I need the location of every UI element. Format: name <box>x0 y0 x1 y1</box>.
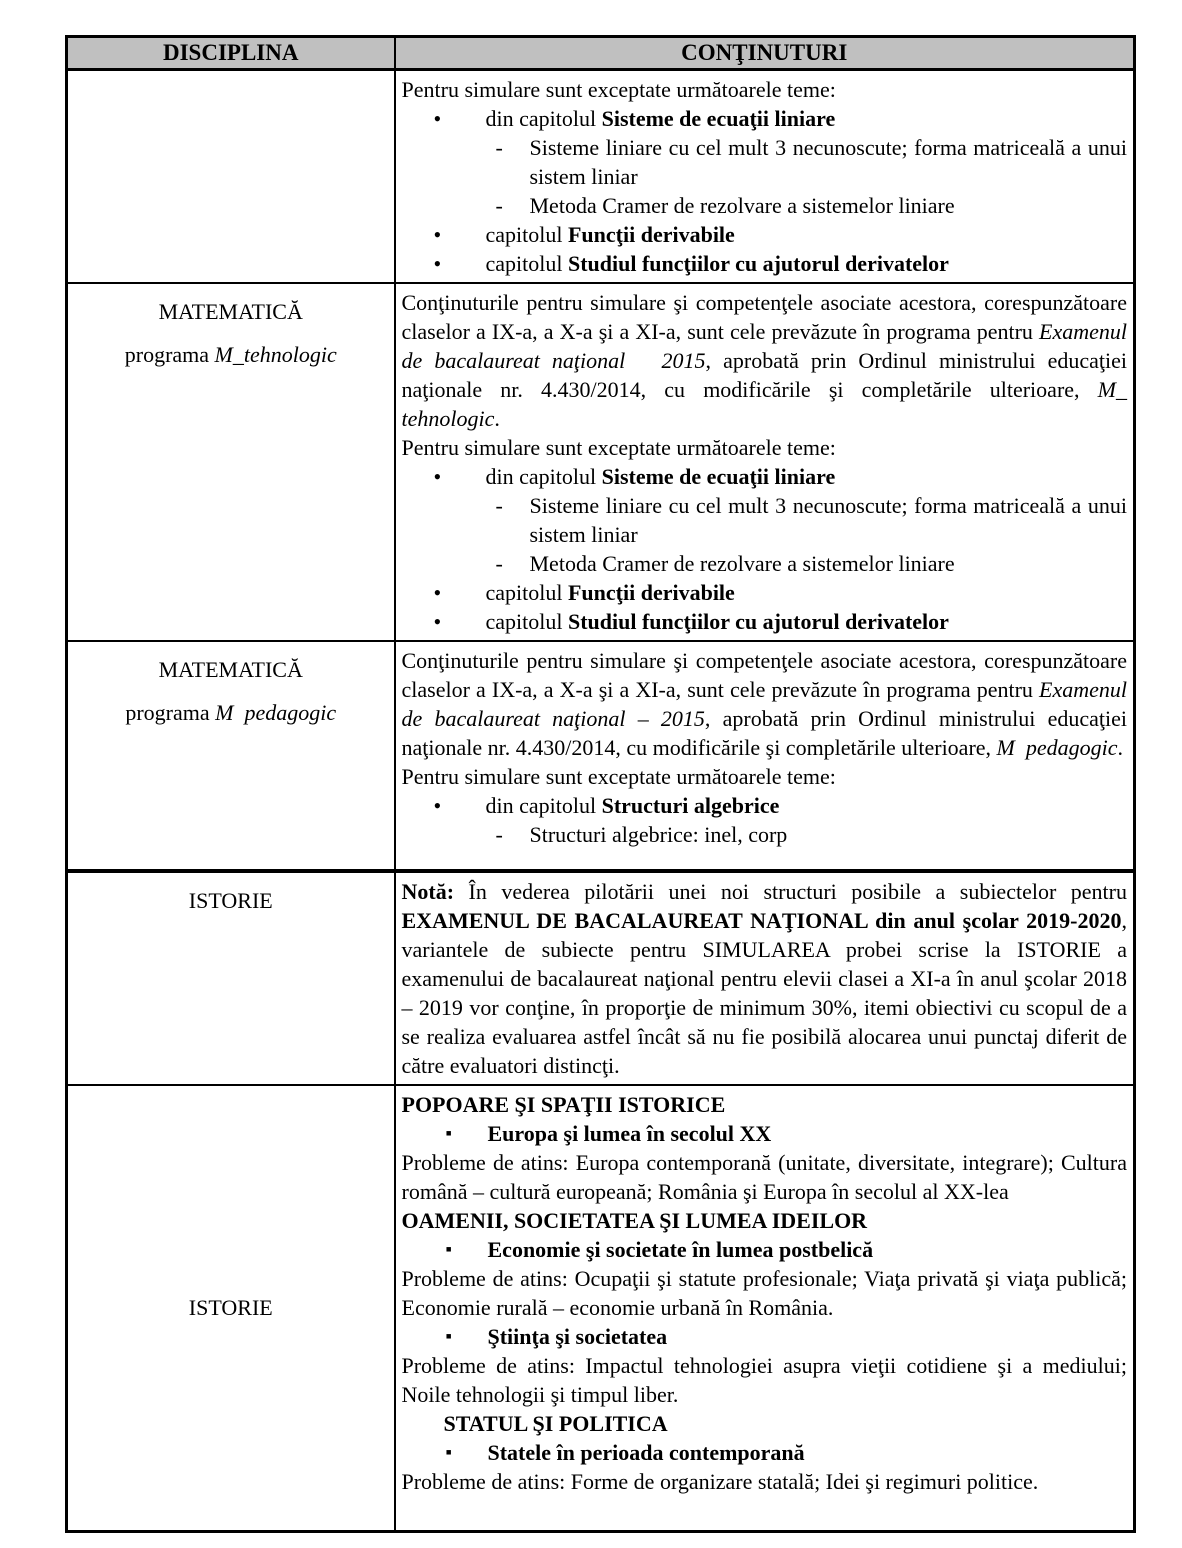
row-istorie-nota <box>67 871 1135 1085</box>
item-prefix: capitolul <box>485 580 568 605</box>
list-item-text <box>486 462 1128 491</box>
discipline-cell-matematica-tehnologic <box>67 283 395 641</box>
discipline-program <box>68 340 394 369</box>
topic-details: Probleme de atins: Impactul tehnologiei asupra vieţii cotidiene şi a mediului; Noile tehnologii şi timpul liber. <box>401 1353 1127 1407</box>
discipline-name: ISTORIE <box>188 888 273 913</box>
content-cell-istorie-teme <box>395 1085 1135 1531</box>
content-table <box>65 35 1136 1533</box>
table-header-row <box>67 37 1135 70</box>
chapter-name: Studiul funcţiilor cu ajutorul derivatelor <box>567 251 949 276</box>
topic-item <box>402 1119 1128 1148</box>
square-bullet-icon: ▪ <box>445 1239 452 1259</box>
program-prefix: programa <box>125 700 216 725</box>
round-bullet-icon: • <box>433 609 442 634</box>
content-paragraph <box>402 288 1128 433</box>
topic-title: Europa şi lumea în secolul XX <box>487 1121 772 1146</box>
square-bullet-icon: ▪ <box>445 1123 452 1143</box>
list-item <box>402 249 1128 278</box>
discipline-program <box>68 698 394 727</box>
content-paragraph <box>402 646 1128 762</box>
exceptions-intro: Pentru simulare sunt exceptate următoarele teme: <box>401 435 836 460</box>
list-item <box>402 462 1128 491</box>
round-bullet-icon: • <box>433 222 442 247</box>
topic-title: Statele în perioada contemporană <box>487 1440 805 1465</box>
discipline-cell-matematica-pedagogic <box>67 641 395 871</box>
row-exceptions <box>67 70 1135 284</box>
row-matematica-pedagogic <box>67 641 1135 871</box>
header-cell-continuturi: CONŢINUTURI <box>395 37 1135 70</box>
row-matematica-tehnologic <box>67 283 1135 641</box>
item-prefix: capitolul <box>485 222 568 247</box>
list-subitem <box>402 820 1128 849</box>
paragraph-run: , aprobată prin Ordinul ministrului educaţiei naţionale nr. 4.430/2014, cu modificările şi completările ulterioare, <box>401 706 1127 760</box>
round-bullet-icon: • <box>433 580 442 605</box>
section-heading: POPOARE ŞI SPAŢII ISTORICE <box>401 1092 726 1117</box>
square-bullet-icon: ▪ <box>445 1326 452 1346</box>
program-name: M pedagogic <box>996 735 1118 760</box>
dash-bullet-icon: - <box>495 193 503 218</box>
exam-name: Examenul de bacalaureat naţional – 2015 <box>401 677 1127 731</box>
section-heading: OAMENII, SOCIETATEA ŞI LUMEA IDEILOR <box>401 1208 868 1233</box>
program-name: M_tehnologic <box>214 342 337 367</box>
discipline-cell-istorie <box>67 871 395 1085</box>
discipline-name: MATEMATICĂ <box>158 299 303 324</box>
chapter-name: Funcţii derivabile <box>567 580 735 605</box>
row-istorie-teme <box>67 1085 1135 1531</box>
topic-title: Economie şi societate în lumea postbelică <box>487 1237 874 1262</box>
topic-details: Probleme de atins: Forme de organizare statală; Idei şi regimuri politice. <box>401 1469 1039 1494</box>
list-subitem <box>402 191 1128 220</box>
nota-label: Notă: <box>401 879 455 904</box>
exam-name: Examenul de bacalaureat naţional 2015 <box>401 319 1127 373</box>
subitem-text: Structuri algebrice: inel, corp <box>529 822 788 847</box>
list-item <box>402 607 1128 636</box>
chapter-name: Structuri algebrice <box>601 793 780 818</box>
list-item-text <box>486 104 1128 133</box>
round-bullet-icon: • <box>433 464 442 489</box>
exceptions-intro: Pentru simulare sunt exceptate următoarele teme: <box>401 77 836 102</box>
topic-item <box>402 1438 1128 1467</box>
item-prefix: din capitolul <box>485 106 602 131</box>
list-item-text <box>486 220 1128 249</box>
exceptions-intro: Pentru simulare sunt exceptate următoarele teme: <box>401 764 836 789</box>
subitem-text: Sisteme liniare cu cel mult 3 necunoscute; forma matriceală a unui sistem liniar <box>529 135 1127 189</box>
header-cell-disciplina: DISCIPLINA <box>67 37 395 70</box>
chapter-name: Sisteme de ecuaţii liniare <box>601 106 836 131</box>
list-item-text <box>486 578 1128 607</box>
paragraph-run: , aprobată prin Ordinul ministrului educaţiei naţionale nr. 4.430/2014, cu modificările şi completările ulterioare, <box>401 348 1127 402</box>
list-subitem <box>402 549 1128 578</box>
item-prefix: din capitolul <box>485 464 602 489</box>
list-item <box>402 220 1128 249</box>
content-cell-matematica-tehnologic <box>395 283 1135 641</box>
list-subitem <box>402 133 1128 191</box>
round-bullet-icon: • <box>433 251 442 276</box>
dash-bullet-icon: - <box>495 551 503 576</box>
chapter-name: Studiul funcţiilor cu ajutorul derivatelor <box>567 609 949 634</box>
subitem-text: Sisteme liniare cu cel mult 3 necunoscute; forma matriceală a unui sistem liniar <box>529 493 1127 547</box>
program-prefix: programa <box>124 342 215 367</box>
paragraph-run: Conţinuturile pentru simulare şi competenţele asociate acestora, corespunzătoare claselor a IX-a, a X-a şi a XI-a, sunt cele prevăzute în programa pentru <box>401 648 1127 702</box>
topic-item <box>402 1235 1128 1264</box>
nota-paragraph <box>402 877 1128 1080</box>
paragraph-run: Conţinuturile pentru simulare şi competenţele asociate acestora, corespunzătoare claselor a IX-a, a X-a şi a XI-a, sunt cele prevăzute în programa pentru <box>401 290 1127 344</box>
round-bullet-icon: • <box>433 793 442 818</box>
dash-bullet-icon: - <box>495 135 503 160</box>
topic-details: Probleme de atins: Europa contemporană (unitate, diversitate, integrare); Cultura română – cultură europeană; România şi Europa în secolul al XX-lea <box>401 1150 1127 1204</box>
item-prefix: capitolul <box>485 251 568 276</box>
program-name: M pedagogic <box>215 700 337 725</box>
dash-bullet-icon: - <box>495 493 503 518</box>
content-cell-exceptions <box>395 70 1135 284</box>
list-item-text <box>486 607 1128 636</box>
content-cell-istorie-nota <box>395 871 1135 1085</box>
paragraph-run: În vederea pilotării unei noi structuri posibile a subiectelor pentru <box>454 879 1127 904</box>
program-name: M_ tehnologic <box>401 377 1127 431</box>
item-prefix: din capitolul <box>485 793 602 818</box>
dash-bullet-icon: - <box>495 822 503 847</box>
subitem-text: Metoda Cramer de rezolvare a sistemelor liniare <box>529 551 955 576</box>
list-item <box>402 104 1128 133</box>
paragraph-run: , variantele de subiecte pentru SIMULAREA probei scrise la ISTORIE a examenului de bacalaureat naţional pentru elevii clasei a XI-a în anul şcolar 2018 – 2019 vor conţine, în proporţie de minimum 30%, itemi obiectivi cu scopul de a se realiza evaluarea astfel încât să nu fie posibilă alocarea unui punctaj diferit de către evaluatori distincţi. <box>401 908 1127 1078</box>
content-cell-matematica-pedagogic <box>395 641 1135 871</box>
paragraph-run: . <box>494 406 500 431</box>
list-item <box>402 578 1128 607</box>
item-prefix: capitolul <box>485 609 568 634</box>
round-bullet-icon: • <box>433 106 442 131</box>
section-heading: STATUL ŞI POLITICA <box>443 1411 668 1436</box>
exam-title-bold: EXAMENUL DE BACALAUREAT NAŢIONAL din anul şcolar 2019-2020 <box>401 908 1122 933</box>
discipline-name: ISTORIE <box>188 1295 273 1321</box>
chapter-name: Funcţii derivabile <box>567 222 735 247</box>
topic-item <box>402 1322 1128 1351</box>
topic-title: Ştiinţa şi societatea <box>487 1324 668 1349</box>
list-item-text <box>486 791 1128 820</box>
list-item-text <box>486 249 1128 278</box>
square-bullet-icon: ▪ <box>445 1442 452 1462</box>
discipline-name: MATEMATICĂ <box>158 657 303 682</box>
list-item <box>402 791 1128 820</box>
chapter-name: Sisteme de ecuaţii liniare <box>601 464 836 489</box>
topic-details: Probleme de atins: Ocupaţii şi statute profesionale; Viaţa privată şi viaţa publică; Economie rurală – economie urbană în România. <box>401 1266 1127 1320</box>
list-subitem <box>402 491 1128 549</box>
paragraph-run: . <box>1117 735 1123 760</box>
discipline-cell-istorie <box>67 1085 395 1531</box>
discipline-cell-empty <box>67 70 395 284</box>
subitem-text: Metoda Cramer de rezolvare a sistemelor liniare <box>529 193 955 218</box>
